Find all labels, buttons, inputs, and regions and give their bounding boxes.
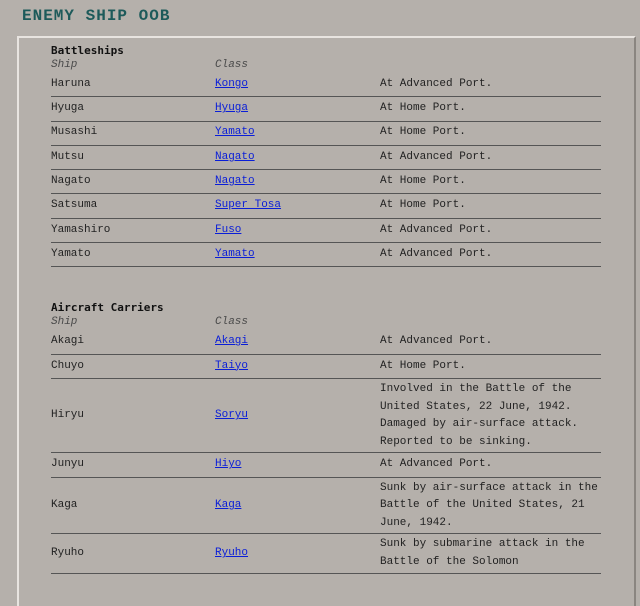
ship-class-cell <box>215 222 380 240</box>
page-title: ENEMY SHIP OOB <box>22 7 171 25</box>
ship-row <box>51 330 601 354</box>
ship-name: Mutsu <box>51 150 85 163</box>
ship-class-link[interactable]: Kaga <box>215 499 242 512</box>
ship-class-cell <box>215 246 380 264</box>
ship-status: Sunk by submarine attack in the Battle of the Solomon <box>380 538 585 569</box>
ship-status: At Advanced Port. <box>380 223 493 236</box>
ship-class-cell <box>215 497 380 515</box>
ship-class-cell <box>215 173 380 191</box>
ship-class-link[interactable]: Yamato <box>215 247 255 260</box>
ship-class-cell <box>215 197 380 215</box>
ship-row <box>51 122 601 146</box>
column-headers <box>51 315 601 330</box>
ship-status: At Home Port. <box>380 199 466 212</box>
ship-row <box>51 355 601 379</box>
ship-name: Yamashiro <box>51 223 111 236</box>
ship-row <box>51 478 601 535</box>
ship-class-cell <box>215 456 380 474</box>
ship-name: Akagi <box>51 335 85 348</box>
ship-row <box>51 73 601 97</box>
ship-row <box>51 97 601 121</box>
ship-row <box>51 194 601 218</box>
ship-name: Musashi <box>51 126 98 139</box>
section <box>51 301 601 573</box>
ship-class-link[interactable]: Akagi <box>215 335 249 348</box>
ship-status: At Advanced Port. <box>380 335 493 348</box>
ship-name: Nagato <box>51 175 91 188</box>
ship-name: Hiryu <box>51 409 85 422</box>
column-header-ship: Ship <box>51 316 78 329</box>
column-header-class: Class <box>215 59 249 71</box>
ship-class-cell <box>215 100 380 118</box>
ship-class-cell <box>215 358 380 376</box>
ship-class-link[interactable]: Taiyo <box>215 359 249 372</box>
ship-row <box>51 534 601 573</box>
ship-class-cell <box>215 333 380 351</box>
ship-class-link[interactable]: Nagato <box>215 150 255 163</box>
ship-status: At Advanced Port. <box>380 458 493 471</box>
ship-class-link[interactable]: Soryu <box>215 409 249 422</box>
ship-status: At Home Port. <box>380 175 466 188</box>
ship-status: At Advanced Port. <box>380 247 493 260</box>
ship-status: At Home Port. <box>380 102 466 115</box>
ship-row <box>51 379 601 453</box>
ship-status: Involved in the Battle of the United States, 22 June, 1942. Damaged by air-surface attack. Reported to be sinking. <box>380 382 579 448</box>
ship-name: Satsuma <box>51 199 98 212</box>
ship-class-link[interactable]: Super Tosa <box>215 199 282 212</box>
section <box>51 44 601 267</box>
ship-name: Kaga <box>51 499 78 512</box>
ship-name: Hyuga <box>51 102 85 115</box>
column-headers <box>51 58 601 73</box>
section-spacer <box>51 267 601 301</box>
ship-row <box>51 170 601 194</box>
ship-class-cell <box>215 407 380 425</box>
column-header-ship: Ship <box>51 59 78 71</box>
ship-status: Sunk by air-surface attack in the Battle of the United States, 21 June, 1942. <box>380 481 598 529</box>
ship-name: Junyu <box>51 458 85 471</box>
ship-class-cell <box>215 149 380 167</box>
ship-class-cell <box>215 76 380 94</box>
section-heading: Battleships <box>51 44 124 57</box>
ship-row <box>51 243 601 267</box>
ship-row <box>51 146 601 170</box>
ship-name: Chuyo <box>51 359 85 372</box>
ship-class-link[interactable]: Fuso <box>215 223 242 236</box>
ship-row <box>51 219 601 243</box>
ship-class-cell <box>215 124 380 142</box>
ship-name: Yamato <box>51 247 91 260</box>
ship-name: Haruna <box>51 77 91 90</box>
ship-status: At Advanced Port. <box>380 150 493 163</box>
oob-content <box>51 44 601 574</box>
section-heading: Aircraft Carriers <box>51 301 164 315</box>
ship-class-link[interactable]: Ryuho <box>215 547 249 560</box>
ship-status: At Home Port. <box>380 359 466 372</box>
ship-name: Ryuho <box>51 547 85 560</box>
ship-status: At Home Port. <box>380 126 466 139</box>
ship-class-link[interactable]: Kongo <box>215 77 249 90</box>
oob-panel <box>17 36 636 606</box>
ship-class-cell <box>215 545 380 563</box>
ship-row <box>51 453 601 477</box>
ship-class-link[interactable]: Yamato <box>215 126 255 139</box>
ship-class-link[interactable]: Nagato <box>215 175 255 188</box>
ship-class-link[interactable]: Hiyo <box>215 458 242 471</box>
ship-status: At Advanced Port. <box>380 77 493 90</box>
column-header-class: Class <box>215 316 249 329</box>
ship-class-link[interactable]: Hyuga <box>215 102 249 115</box>
